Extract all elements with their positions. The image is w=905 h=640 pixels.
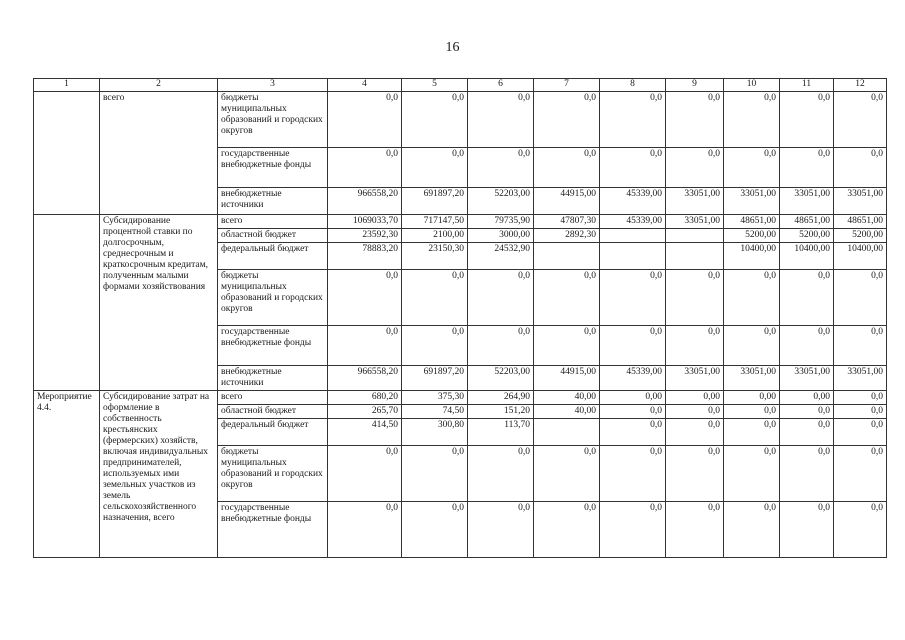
amount-cell: 0,0 xyxy=(534,446,600,502)
amount-cell: 45339,00 xyxy=(600,215,666,229)
column-header: 3 xyxy=(218,79,328,92)
amount-cell: 0,0 xyxy=(600,419,666,446)
measure-description-cell: Субсидирование процентной ставки по долгосрочным, среднесрочным и краткосрочным кредитам, полученным малыми формами хозяйствования xyxy=(100,215,218,391)
funding-source-cell: внебюджетные источники xyxy=(218,188,328,215)
measure-code-cell xyxy=(34,215,100,391)
amount-cell: 0,0 xyxy=(834,391,887,405)
amount-cell: 0,0 xyxy=(666,502,724,558)
amount-cell: 44915,00 xyxy=(534,366,600,391)
amount-cell: 0,0 xyxy=(666,405,724,419)
amount-cell xyxy=(666,243,724,270)
amount-cell: 0,0 xyxy=(724,148,780,188)
amount-cell xyxy=(534,419,600,446)
budget-table xyxy=(33,78,887,558)
amount-cell: 0,0 xyxy=(534,92,600,148)
column-header: 12 xyxy=(834,79,887,92)
measure-code-cell: Мероприятие 4.4. xyxy=(34,391,100,558)
amount-cell: 0,0 xyxy=(328,326,402,366)
amount-cell: 0,0 xyxy=(666,326,724,366)
funding-source-cell: федеральный бюджет xyxy=(218,243,328,270)
amount-cell xyxy=(600,229,666,243)
amount-cell: 33051,00 xyxy=(780,366,834,391)
column-header: 8 xyxy=(600,79,666,92)
amount-cell: 0,0 xyxy=(534,326,600,366)
amount-cell: 113,70 xyxy=(468,419,534,446)
amount-cell: 717147,50 xyxy=(402,215,468,229)
amount-cell: 52203,00 xyxy=(468,366,534,391)
amount-cell: 0,0 xyxy=(468,148,534,188)
amount-cell: 0,00 xyxy=(780,391,834,405)
amount-cell: 0,0 xyxy=(600,92,666,148)
amount-cell: 45339,00 xyxy=(600,188,666,215)
amount-cell: 0,0 xyxy=(780,92,834,148)
amount-cell: 0,0 xyxy=(834,502,887,558)
amount-cell: 1069033,70 xyxy=(328,215,402,229)
amount-cell: 24532,90 xyxy=(468,243,534,270)
amount-cell: 47807,30 xyxy=(534,215,600,229)
header-row xyxy=(34,79,887,92)
page-number: 16 xyxy=(445,40,460,55)
amount-cell: 23592,30 xyxy=(328,229,402,243)
amount-cell: 33051,00 xyxy=(780,188,834,215)
column-header: 7 xyxy=(534,79,600,92)
amount-cell: 0,0 xyxy=(724,92,780,148)
amount-cell: 0,0 xyxy=(600,326,666,366)
amount-cell: 0,0 xyxy=(402,148,468,188)
amount-cell: 300,80 xyxy=(402,419,468,446)
amount-cell: 40,00 xyxy=(534,391,600,405)
amount-cell: 0,0 xyxy=(600,405,666,419)
column-header: 10 xyxy=(724,79,780,92)
amount-cell: 0,0 xyxy=(780,446,834,502)
amount-cell: 79735,90 xyxy=(468,215,534,229)
amount-cell: 0,0 xyxy=(534,270,600,326)
amount-cell: 0,0 xyxy=(328,92,402,148)
amount-cell: 3000,00 xyxy=(468,229,534,243)
amount-cell xyxy=(600,243,666,270)
amount-cell: 966558,20 xyxy=(328,366,402,391)
amount-cell: 0,0 xyxy=(666,419,724,446)
amount-cell: 0,0 xyxy=(780,326,834,366)
funding-source-cell: бюджеты муниципальных образований и городских округов xyxy=(218,270,328,326)
amount-cell: 0,0 xyxy=(724,446,780,502)
amount-cell: 40,00 xyxy=(534,405,600,419)
amount-cell: 691897,20 xyxy=(402,366,468,391)
measure-description-cell: всего xyxy=(100,92,218,215)
funding-source-cell: областной бюджет xyxy=(218,405,328,419)
amount-cell: 0,0 xyxy=(468,92,534,148)
amount-cell: 0,0 xyxy=(834,326,887,366)
amount-cell: 0,0 xyxy=(780,270,834,326)
amount-cell: 0,0 xyxy=(328,446,402,502)
amount-cell: 0,00 xyxy=(724,391,780,405)
amount-cell: 0,0 xyxy=(402,446,468,502)
amount-cell: 0,0 xyxy=(834,92,887,148)
amount-cell: 0,0 xyxy=(780,148,834,188)
amount-cell: 0,0 xyxy=(468,326,534,366)
amount-cell: 33051,00 xyxy=(724,366,780,391)
amount-cell: 10400,00 xyxy=(834,243,887,270)
funding-source-cell: внебюджетные источники xyxy=(218,366,328,391)
amount-cell: 0,0 xyxy=(600,446,666,502)
column-header: 11 xyxy=(780,79,834,92)
amount-cell: 0,0 xyxy=(600,148,666,188)
amount-cell: 264,90 xyxy=(468,391,534,405)
table-row xyxy=(34,92,887,148)
amount-cell: 0,0 xyxy=(402,270,468,326)
amount-cell: 0,00 xyxy=(666,391,724,405)
funding-source-cell: государственные внебюджетные фонды xyxy=(218,148,328,188)
amount-cell: 33051,00 xyxy=(666,366,724,391)
measure-code-cell xyxy=(34,92,100,215)
funding-source-cell: всего xyxy=(218,215,328,229)
amount-cell: 414,50 xyxy=(328,419,402,446)
amount-cell: 151,20 xyxy=(468,405,534,419)
funding-source-cell: государственные внебюджетные фонды xyxy=(218,502,328,558)
amount-cell: 5200,00 xyxy=(780,229,834,243)
amount-cell: 0,0 xyxy=(724,270,780,326)
amount-cell: 0,0 xyxy=(834,405,887,419)
amount-cell: 0,0 xyxy=(328,270,402,326)
amount-cell: 0,0 xyxy=(402,92,468,148)
table-row xyxy=(34,391,887,405)
amount-cell: 33051,00 xyxy=(666,188,724,215)
funding-source-cell: областной бюджет xyxy=(218,229,328,243)
amount-cell: 0,0 xyxy=(834,270,887,326)
amount-cell: 10400,00 xyxy=(724,243,780,270)
amount-cell: 0,0 xyxy=(724,326,780,366)
funding-source-cell: бюджеты муниципальных образований и городских округов xyxy=(218,446,328,502)
funding-source-cell: государственные внебюджетные фонды xyxy=(218,326,328,366)
amount-cell: 375,30 xyxy=(402,391,468,405)
amount-cell: 0,0 xyxy=(780,502,834,558)
amount-cell: 0,0 xyxy=(666,270,724,326)
amount-cell: 74,50 xyxy=(402,405,468,419)
measure-description-cell: Субсидирование затрат на оформление в собственность крестьянских (фермерских) хозяйств, включая индивидуальных предпринимателей, используемых ими земельных участков из земель сельскохозяйственного назначения, всего xyxy=(100,391,218,558)
amount-cell: 2100,00 xyxy=(402,229,468,243)
amount-cell: 48651,00 xyxy=(834,215,887,229)
amount-cell: 44915,00 xyxy=(534,188,600,215)
table-body xyxy=(34,92,887,558)
amount-cell: 0,0 xyxy=(402,326,468,366)
amount-cell: 0,0 xyxy=(402,502,468,558)
amount-cell: 0,0 xyxy=(468,446,534,502)
amount-cell xyxy=(534,243,600,270)
amount-cell: 0,0 xyxy=(834,446,887,502)
amount-cell: 5200,00 xyxy=(834,229,887,243)
column-header: 5 xyxy=(402,79,468,92)
column-header: 1 xyxy=(34,79,100,92)
funding-source-cell: всего xyxy=(218,391,328,405)
amount-cell: 0,0 xyxy=(724,419,780,446)
amount-cell: 0,0 xyxy=(328,148,402,188)
amount-cell: 0,0 xyxy=(780,405,834,419)
amount-cell: 2892,30 xyxy=(534,229,600,243)
amount-cell: 0,0 xyxy=(328,502,402,558)
amount-cell: 33051,00 xyxy=(834,188,887,215)
amount-cell: 0,0 xyxy=(468,502,534,558)
amount-cell: 0,0 xyxy=(600,502,666,558)
amount-cell: 0,0 xyxy=(834,148,887,188)
column-header: 6 xyxy=(468,79,534,92)
amount-cell: 45339,00 xyxy=(600,366,666,391)
amount-cell: 23150,30 xyxy=(402,243,468,270)
amount-cell: 0,0 xyxy=(666,148,724,188)
amount-cell: 33051,00 xyxy=(724,188,780,215)
amount-cell: 10400,00 xyxy=(780,243,834,270)
amount-cell: 0,0 xyxy=(724,502,780,558)
amount-cell: 0,0 xyxy=(534,502,600,558)
amount-cell: 0,0 xyxy=(534,148,600,188)
amount-cell: 0,0 xyxy=(724,405,780,419)
amount-cell: 52203,00 xyxy=(468,188,534,215)
amount-cell xyxy=(666,229,724,243)
table-row xyxy=(34,215,887,229)
amount-cell: 0,0 xyxy=(666,92,724,148)
column-header: 9 xyxy=(666,79,724,92)
amount-cell: 78883,20 xyxy=(328,243,402,270)
amount-cell: 691897,20 xyxy=(402,188,468,215)
amount-cell: 33051,00 xyxy=(834,366,887,391)
amount-cell: 48651,00 xyxy=(724,215,780,229)
amount-cell: 0,0 xyxy=(468,270,534,326)
column-header: 4 xyxy=(328,79,402,92)
amount-cell: 33051,00 xyxy=(666,215,724,229)
column-header: 2 xyxy=(100,79,218,92)
amount-cell: 0,0 xyxy=(600,270,666,326)
amount-cell: 5200,00 xyxy=(724,229,780,243)
amount-cell: 0,0 xyxy=(834,419,887,446)
funding-source-cell: бюджеты муниципальных образований и городских округов xyxy=(218,92,328,148)
funding-source-cell: федеральный бюджет xyxy=(218,419,328,446)
amount-cell: 0,0 xyxy=(666,446,724,502)
amount-cell: 48651,00 xyxy=(780,215,834,229)
amount-cell: 680,20 xyxy=(328,391,402,405)
amount-cell: 0,00 xyxy=(600,391,666,405)
amount-cell: 0,0 xyxy=(780,419,834,446)
amount-cell: 966558,20 xyxy=(328,188,402,215)
amount-cell: 265,70 xyxy=(328,405,402,419)
